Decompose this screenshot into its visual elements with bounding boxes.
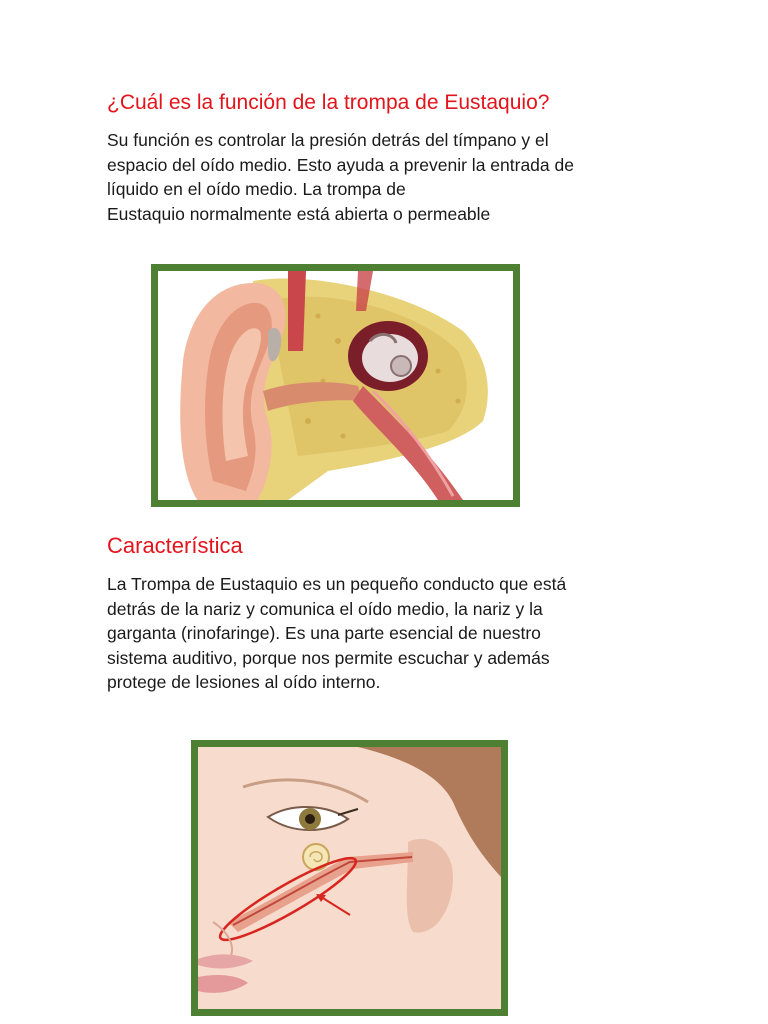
- ear-cross-section-illustration: [158, 271, 513, 500]
- paragraph-line: La Trompa de Eustaquio es un pequeño conducto que está: [107, 574, 567, 594]
- paragraph-line: garganta (rinofaringe). Es una parte esencial de nuestro: [107, 623, 541, 643]
- ear-anatomy-image: [151, 264, 520, 507]
- paragraph-line: líquido en el oído medio. La trompa de: [107, 179, 406, 199]
- section-paragraph-caracteristica: [107, 572, 566, 695]
- paragraph-line: Su función es controlar la presión detrás del tímpano y el: [107, 130, 549, 150]
- paragraph-line: protege de lesiones al oído interno.: [107, 672, 381, 692]
- paragraph-line: Eustaquio normalmente está abierta o permeable: [107, 203, 491, 224]
- section-title-funcion: ¿Cuál es la función de la trompa de Eustaquio?: [107, 91, 550, 114]
- face-profile-image: [191, 740, 508, 1016]
- paragraph-line: espacio del oído medio. Esto ayuda a prevenir la entrada de: [107, 154, 574, 175]
- paragraph-line: detrás de la nariz y comunica el oído medio, la nariz y la: [107, 598, 543, 619]
- paragraph-line: sistema auditivo, porque nos permite escuchar y además: [107, 647, 550, 668]
- face-eustachian-tube-illustration: [198, 747, 501, 1009]
- section-paragraph-funcion: [107, 128, 574, 226]
- section-title-caracteristica: Característica: [107, 533, 243, 558]
